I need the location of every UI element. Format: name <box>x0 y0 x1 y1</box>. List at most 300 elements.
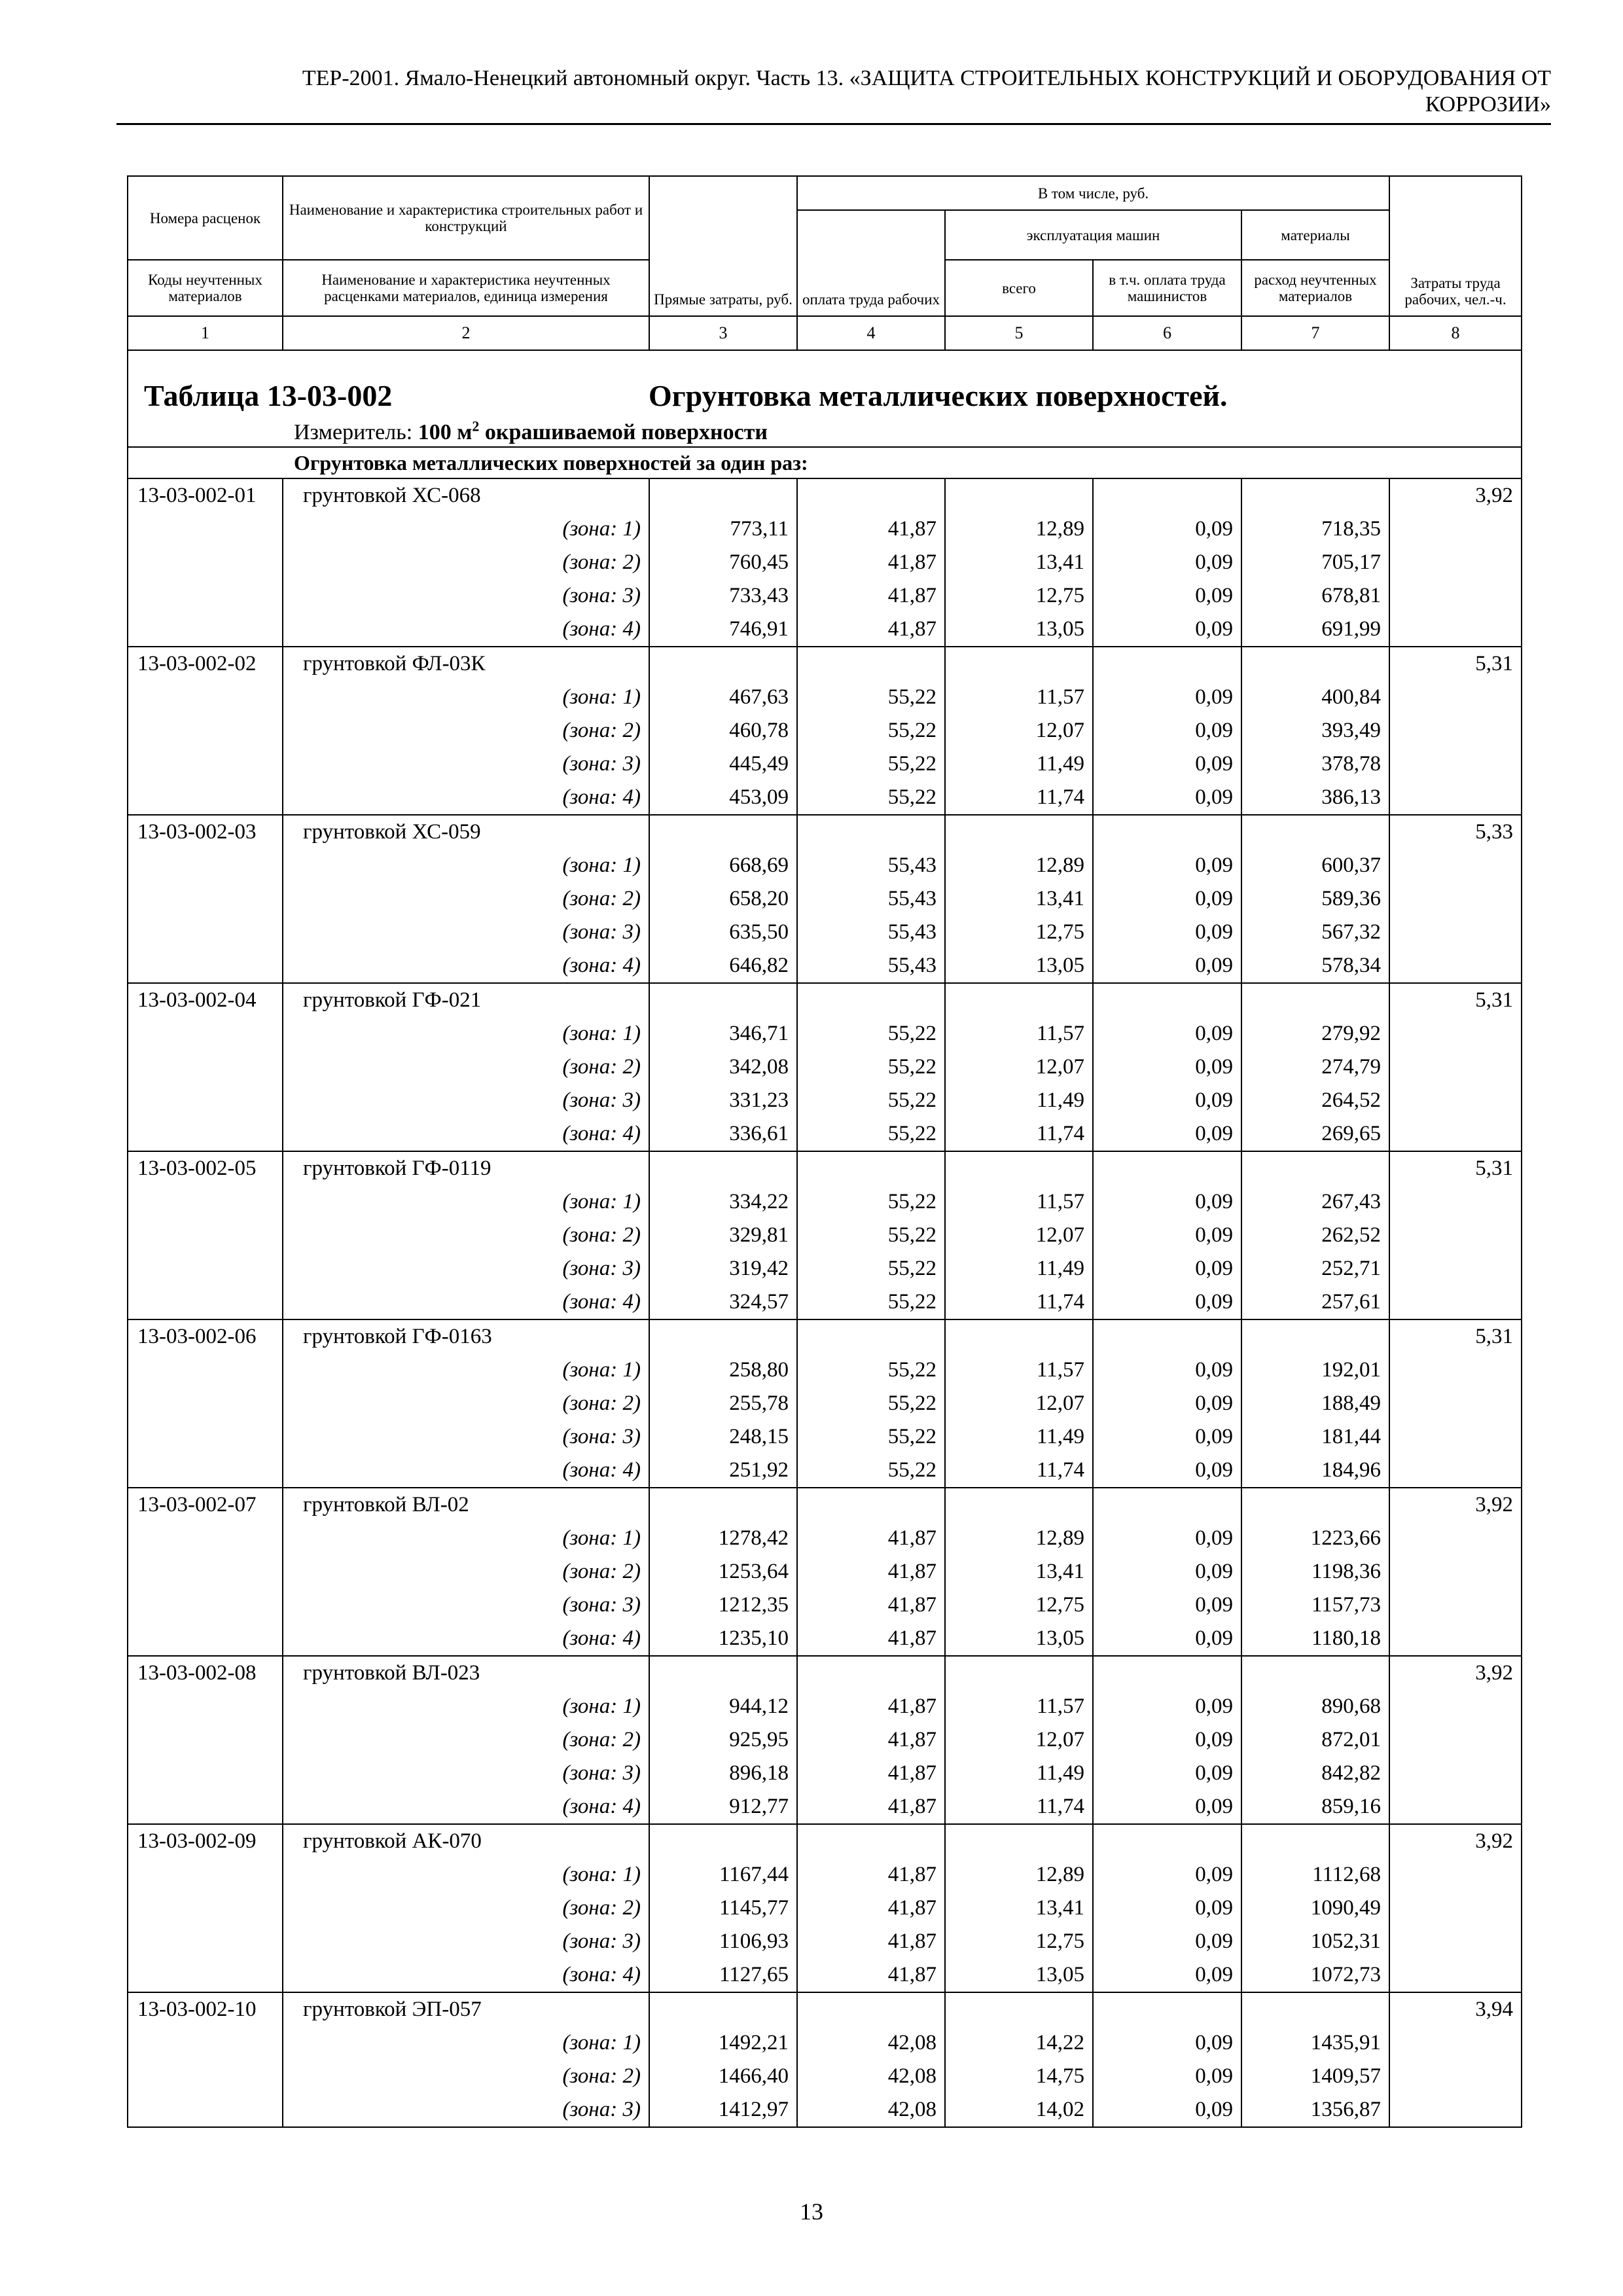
empty-cell <box>649 1656 797 1690</box>
zone-label: (зона: 2) <box>283 1555 649 1588</box>
zone-label: (зона: 1) <box>283 1858 649 1892</box>
empty-cell <box>128 681 283 714</box>
materials-cost: 1112,68 <box>1241 1858 1389 1892</box>
labor-cost: 3,94 <box>1389 1992 1522 2026</box>
rate-group-row <box>128 1488 1522 1522</box>
empty-cell <box>797 1824 945 1858</box>
measure-rest: окрашиваемой поверхности <box>479 420 768 444</box>
worker-wages: 55,22 <box>797 714 945 747</box>
machines-total: 12,07 <box>945 1050 1093 1084</box>
rate-name: грунтовкой ЭП-057 <box>283 1992 649 2026</box>
empty-cell <box>128 1050 283 1084</box>
operator-wages: 0,09 <box>1093 2026 1241 2060</box>
operator-wages: 0,09 <box>1093 1588 1241 1622</box>
worker-wages: 41,87 <box>797 579 945 613</box>
worker-wages: 41,87 <box>797 1958 945 1992</box>
empty-cell <box>1389 1050 1522 1084</box>
materials-cost: 269,65 <box>1241 1117 1389 1151</box>
labor-cost: 5,31 <box>1389 1151 1522 1185</box>
zone-label: (зона: 4) <box>283 1454 649 1488</box>
empty-cell <box>797 1656 945 1690</box>
worker-wages: 55,22 <box>797 1050 945 1084</box>
operator-wages: 0,09 <box>1093 1622 1241 1656</box>
direct-cost: 1278,42 <box>649 1522 797 1555</box>
empty-cell <box>1389 1117 1522 1151</box>
materials-cost: 378,78 <box>1241 747 1389 781</box>
empty-cell <box>649 1319 797 1354</box>
direct-cost: 1466,40 <box>649 2060 797 2093</box>
machines-total: 11,49 <box>945 1757 1093 1790</box>
empty-cell <box>128 2060 283 2093</box>
measure-row <box>128 416 1522 447</box>
empty-cell <box>945 1488 1093 1522</box>
empty-cell <box>945 1151 1093 1185</box>
rate-group-row <box>128 478 1522 512</box>
direct-cost: 896,18 <box>649 1757 797 1790</box>
worker-wages: 41,87 <box>797 1522 945 1555</box>
empty-cell <box>1241 815 1389 849</box>
materials-cost: 567,32 <box>1241 916 1389 949</box>
empty-cell <box>649 1824 797 1858</box>
zone-label: (зона: 1) <box>283 849 649 882</box>
operator-wages: 0,09 <box>1093 1252 1241 1285</box>
materials-cost: 859,16 <box>1241 1790 1389 1824</box>
empty-cell <box>945 983 1093 1017</box>
empty-cell <box>1389 916 1522 949</box>
table-title-row <box>128 350 1522 416</box>
rate-name: грунтовкой ФЛ-03К <box>283 647 649 681</box>
empty-cell <box>649 478 797 512</box>
zone-row <box>128 1185 1522 1219</box>
rate-code: 13-03-002-01 <box>128 478 283 512</box>
rate-group-row <box>128 983 1522 1017</box>
worker-wages: 55,43 <box>797 949 945 983</box>
column-number: 7 <box>1241 316 1389 350</box>
table-name: Огрунтовка металлических поверхностей. <box>649 379 1228 412</box>
empty-cell <box>128 1185 283 1219</box>
materials-cost: 262,52 <box>1241 1219 1389 1252</box>
column-number: 1 <box>128 316 283 350</box>
rate-name: грунтовкой ХС-059 <box>283 815 649 849</box>
operator-wages: 0,09 <box>1093 1185 1241 1219</box>
direct-cost: 445,49 <box>649 747 797 781</box>
empty-cell <box>128 1925 283 1958</box>
zone-label: (зона: 1) <box>283 1017 649 1050</box>
direct-cost: 1253,64 <box>649 1555 797 1588</box>
empty-cell <box>128 1555 283 1588</box>
empty-cell <box>128 882 283 916</box>
zone-label: (зона: 2) <box>283 1892 649 1925</box>
empty-cell <box>945 1319 1093 1354</box>
direct-cost: 460,78 <box>649 714 797 747</box>
materials-cost: 1356,87 <box>1241 2093 1389 2127</box>
materials-cost: 1180,18 <box>1241 1622 1389 1656</box>
empty-cell <box>1389 1454 1522 1488</box>
labor-cost: 5,33 <box>1389 815 1522 849</box>
page-header <box>116 65 1551 125</box>
column-number: 6 <box>1093 316 1241 350</box>
header-including: В том числе, руб. <box>797 176 1389 210</box>
empty-cell <box>797 1319 945 1354</box>
empty-cell <box>1389 1219 1522 1252</box>
zone-row <box>128 1690 1522 1723</box>
empty-cell <box>1241 478 1389 512</box>
operator-wages: 0,09 <box>1093 849 1241 882</box>
rate-code: 13-03-002-03 <box>128 815 283 849</box>
empty-cell <box>1093 478 1241 512</box>
labor-cost: 3,92 <box>1389 1656 1522 1690</box>
header-machines: эксплуатация машин <box>945 210 1241 260</box>
measure-label: Измеритель: <box>294 420 418 444</box>
materials-cost: 1090,49 <box>1241 1892 1389 1925</box>
direct-cost: 1127,65 <box>649 1958 797 1992</box>
empty-cell <box>128 849 283 882</box>
machines-total: 14,22 <box>945 2026 1093 2060</box>
worker-wages: 41,87 <box>797 1690 945 1723</box>
empty-cell <box>797 983 945 1017</box>
materials-cost: 257,61 <box>1241 1285 1389 1319</box>
worker-wages: 41,87 <box>797 1858 945 1892</box>
direct-cost: 336,61 <box>649 1117 797 1151</box>
rate-name: грунтовкой ХС-068 <box>283 478 649 512</box>
operator-wages: 0,09 <box>1093 2060 1241 2093</box>
zone-row <box>128 1017 1522 1050</box>
header-col7: расход неучтенных материалов <box>1241 260 1389 316</box>
empty-cell <box>1389 1757 1522 1790</box>
rate-code: 13-03-002-05 <box>128 1151 283 1185</box>
materials-cost: 1072,73 <box>1241 1958 1389 1992</box>
rates-table <box>127 175 1522 2128</box>
empty-cell <box>1093 983 1241 1017</box>
zone-row <box>128 1723 1522 1757</box>
operator-wages: 0,09 <box>1093 1757 1241 1790</box>
materials-cost: 386,13 <box>1241 781 1389 815</box>
machines-total: 11,74 <box>945 1454 1093 1488</box>
empty-cell <box>1389 1690 1522 1723</box>
empty-cell <box>1389 1420 1522 1454</box>
rate-group-row <box>128 1319 1522 1354</box>
operator-wages: 0,09 <box>1093 1387 1241 1420</box>
empty-cell <box>1389 1084 1522 1117</box>
empty-cell <box>128 1387 283 1420</box>
column-number: 3 <box>649 316 797 350</box>
worker-wages: 41,87 <box>797 1588 945 1622</box>
empty-cell <box>1241 1656 1389 1690</box>
materials-cost: 184,96 <box>1241 1454 1389 1488</box>
labor-cost: 3,92 <box>1389 1488 1522 1522</box>
empty-cell <box>128 1285 283 1319</box>
machines-total: 13,05 <box>945 1622 1093 1656</box>
direct-cost: 342,08 <box>649 1050 797 1084</box>
empty-cell <box>128 781 283 815</box>
machines-total: 11,74 <box>945 1285 1093 1319</box>
operator-wages: 0,09 <box>1093 1892 1241 1925</box>
zone-label: (зона: 2) <box>283 882 649 916</box>
machines-total: 11,57 <box>945 1690 1093 1723</box>
worker-wages: 55,22 <box>797 1117 945 1151</box>
labor-cost: 5,31 <box>1389 983 1522 1017</box>
machines-total: 12,89 <box>945 849 1093 882</box>
zone-row <box>128 1252 1522 1285</box>
zone-row <box>128 579 1522 613</box>
zone-row <box>128 1285 1522 1319</box>
empty-cell <box>1389 1185 1522 1219</box>
operator-wages: 0,09 <box>1093 512 1241 546</box>
zone-row <box>128 546 1522 579</box>
zone-row <box>128 1522 1522 1555</box>
direct-cost: 1212,35 <box>649 1588 797 1622</box>
zone-row <box>128 714 1522 747</box>
machines-total: 11,49 <box>945 1252 1093 1285</box>
empty-cell <box>1241 1824 1389 1858</box>
materials-cost: 393,49 <box>1241 714 1389 747</box>
zone-label: (зона: 4) <box>283 1117 649 1151</box>
zone-row <box>128 916 1522 949</box>
column-number: 5 <box>945 316 1093 350</box>
empty-cell <box>1093 815 1241 849</box>
operator-wages: 0,09 <box>1093 1017 1241 1050</box>
empty-cell <box>1093 1151 1241 1185</box>
labor-cost: 5,31 <box>1389 647 1522 681</box>
empty-cell <box>128 1858 283 1892</box>
empty-cell <box>1389 579 1522 613</box>
measure-value: 100 м <box>418 420 473 444</box>
zone-row <box>128 512 1522 546</box>
machines-total: 12,07 <box>945 1219 1093 1252</box>
direct-cost: 746,91 <box>649 613 797 647</box>
zone-label: (зона: 2) <box>283 1050 649 1084</box>
section-title-row <box>128 447 1522 478</box>
operator-wages: 0,09 <box>1093 1555 1241 1588</box>
machines-total: 12,75 <box>945 579 1093 613</box>
worker-wages: 42,08 <box>797 2093 945 2127</box>
empty-cell <box>128 1420 283 1454</box>
empty-cell <box>1389 949 1522 983</box>
empty-cell <box>1389 681 1522 714</box>
zone-row <box>128 2093 1522 2127</box>
zone-row <box>128 949 1522 983</box>
operator-wages: 0,09 <box>1093 1420 1241 1454</box>
zone-row <box>128 1117 1522 1151</box>
header-col2-bottom: Наименование и характеристика неучтенных расценками материалов, единица измерения <box>283 260 649 316</box>
empty-cell <box>649 647 797 681</box>
direct-cost: 1412,97 <box>649 2093 797 2127</box>
machines-total: 12,75 <box>945 916 1093 949</box>
empty-cell <box>797 1151 945 1185</box>
operator-wages: 0,09 <box>1093 1084 1241 1117</box>
machines-total: 12,07 <box>945 1387 1093 1420</box>
worker-wages: 55,22 <box>797 1219 945 1252</box>
zone-row <box>128 2060 1522 2093</box>
page-number: 13 <box>800 2198 823 2225</box>
materials-cost: 279,92 <box>1241 1017 1389 1050</box>
machines-total: 12,75 <box>945 1588 1093 1622</box>
zone-label: (зона: 3) <box>283 1588 649 1622</box>
zone-row <box>128 849 1522 882</box>
empty-cell <box>1389 2093 1522 2127</box>
zone-label: (зона: 2) <box>283 1219 649 1252</box>
empty-cell <box>1389 1622 1522 1656</box>
zone-label: (зона: 1) <box>283 1185 649 1219</box>
machines-total: 13,41 <box>945 882 1093 916</box>
rate-code: 13-03-002-07 <box>128 1488 283 1522</box>
worker-wages: 55,22 <box>797 1285 945 1319</box>
empty-cell <box>649 1151 797 1185</box>
zone-row <box>128 1387 1522 1420</box>
zone-label: (зона: 3) <box>283 1757 649 1790</box>
empty-cell <box>128 949 283 983</box>
empty-cell <box>945 478 1093 512</box>
materials-cost: 842,82 <box>1241 1757 1389 1790</box>
section-title: Огрунтовка металлических поверхностей за один раз: <box>294 450 808 475</box>
machines-total: 13,41 <box>945 546 1093 579</box>
materials-cost: 274,79 <box>1241 1050 1389 1084</box>
operator-wages: 0,09 <box>1093 1522 1241 1555</box>
operator-wages: 0,09 <box>1093 613 1241 647</box>
worker-wages: 55,22 <box>797 1252 945 1285</box>
zone-row <box>128 1588 1522 1622</box>
operator-wages: 0,09 <box>1093 781 1241 815</box>
column-numbers-row <box>128 316 1522 350</box>
operator-wages: 0,09 <box>1093 747 1241 781</box>
zone-row <box>128 1219 1522 1252</box>
empty-cell <box>1389 1285 1522 1319</box>
direct-cost: 733,43 <box>649 579 797 613</box>
zone-label: (зона: 3) <box>283 2093 649 2127</box>
rate-group-row <box>128 1656 1522 1690</box>
direct-cost: 1235,10 <box>649 1622 797 1656</box>
table-number: Таблица 13-03-002 <box>144 379 393 412</box>
header-col2-top: Наименование и характеристика строительных работ и конструкций <box>283 176 649 260</box>
header-col5: всего <box>945 260 1093 316</box>
machines-total: 12,89 <box>945 1858 1093 1892</box>
empty-cell <box>1389 1892 1522 1925</box>
empty-cell <box>797 478 945 512</box>
zone-row <box>128 2026 1522 2060</box>
materials-cost: 691,99 <box>1241 613 1389 647</box>
zone-label: (зона: 4) <box>283 781 649 815</box>
empty-cell <box>1389 1790 1522 1824</box>
machines-total: 11,49 <box>945 1420 1093 1454</box>
worker-wages: 55,22 <box>797 1387 945 1420</box>
empty-cell <box>1389 1555 1522 1588</box>
zone-label: (зона: 4) <box>283 1285 649 1319</box>
worker-wages: 55,22 <box>797 1354 945 1387</box>
zone-row <box>128 1354 1522 1387</box>
header-col4: оплата труда рабочих <box>797 210 945 316</box>
column-number: 4 <box>797 316 945 350</box>
materials-cost: 192,01 <box>1241 1354 1389 1387</box>
empty-cell <box>128 579 283 613</box>
empty-cell <box>797 1992 945 2026</box>
measure-unit-power: 2 <box>472 418 480 435</box>
machines-total: 12,89 <box>945 1522 1093 1555</box>
machines-total: 11,57 <box>945 681 1093 714</box>
empty-cell <box>128 2093 283 2127</box>
direct-cost: 251,92 <box>649 1454 797 1488</box>
empty-cell <box>1389 882 1522 916</box>
empty-cell <box>128 1958 283 1992</box>
direct-cost: 773,11 <box>649 512 797 546</box>
zone-label: (зона: 4) <box>283 1622 649 1656</box>
materials-cost: 181,44 <box>1241 1420 1389 1454</box>
materials-cost: 400,84 <box>1241 681 1389 714</box>
direct-cost: 453,09 <box>649 781 797 815</box>
empty-cell <box>128 1454 283 1488</box>
operator-wages: 0,09 <box>1093 1219 1241 1252</box>
rate-code: 13-03-002-09 <box>128 1824 283 1858</box>
machines-total: 11,57 <box>945 1185 1093 1219</box>
rate-code: 13-03-002-08 <box>128 1656 283 1690</box>
materials-cost: 1052,31 <box>1241 1925 1389 1958</box>
empty-cell <box>1241 1151 1389 1185</box>
worker-wages: 41,87 <box>797 1892 945 1925</box>
rate-group-row <box>128 1824 1522 1858</box>
empty-cell <box>1389 781 1522 815</box>
operator-wages: 0,09 <box>1093 579 1241 613</box>
direct-cost: 668,69 <box>649 849 797 882</box>
materials-cost: 872,01 <box>1241 1723 1389 1757</box>
rate-name: грунтовкой ГФ-0163 <box>283 1319 649 1354</box>
zone-label: (зона: 1) <box>283 681 649 714</box>
labor-cost: 3,92 <box>1389 478 1522 512</box>
empty-cell <box>1389 1858 1522 1892</box>
direct-cost: 324,57 <box>649 1285 797 1319</box>
empty-cell <box>1093 1656 1241 1690</box>
zone-row <box>128 681 1522 714</box>
empty-cell <box>1389 1723 1522 1757</box>
direct-cost: 331,23 <box>649 1084 797 1117</box>
zone-row <box>128 1454 1522 1488</box>
operator-wages: 0,09 <box>1093 1117 1241 1151</box>
worker-wages: 41,87 <box>797 1790 945 1824</box>
empty-cell <box>128 1354 283 1387</box>
operator-wages: 0,09 <box>1093 1285 1241 1319</box>
worker-wages: 55,43 <box>797 916 945 949</box>
machines-total: 14,75 <box>945 2060 1093 2093</box>
empty-cell <box>797 647 945 681</box>
machines-total: 11,74 <box>945 1790 1093 1824</box>
machines-total: 12,75 <box>945 1925 1093 1958</box>
empty-cell <box>1389 546 1522 579</box>
materials-cost: 188,49 <box>1241 1387 1389 1420</box>
direct-cost: 1145,77 <box>649 1892 797 1925</box>
operator-wages: 0,09 <box>1093 1454 1241 1488</box>
materials-cost: 1198,36 <box>1241 1555 1389 1588</box>
operator-wages: 0,09 <box>1093 1690 1241 1723</box>
worker-wages: 55,22 <box>797 781 945 815</box>
operator-wages: 0,09 <box>1093 1050 1241 1084</box>
direct-cost: 1167,44 <box>649 1858 797 1892</box>
zone-row <box>128 882 1522 916</box>
empty-cell <box>128 613 283 647</box>
zone-label: (зона: 1) <box>283 1522 649 1555</box>
empty-cell <box>1093 1992 1241 2026</box>
page-header-line-2: КОРРОЗИИ» <box>1425 92 1551 117</box>
zone-label: (зона: 3) <box>283 1420 649 1454</box>
empty-cell <box>1093 1488 1241 1522</box>
empty-cell <box>1241 1488 1389 1522</box>
operator-wages: 0,09 <box>1093 681 1241 714</box>
direct-cost: 258,80 <box>649 1354 797 1387</box>
materials-cost: 1223,66 <box>1241 1522 1389 1555</box>
rate-code: 13-03-002-02 <box>128 647 283 681</box>
direct-cost: 925,95 <box>649 1723 797 1757</box>
empty-cell <box>1093 647 1241 681</box>
empty-cell <box>649 983 797 1017</box>
empty-cell <box>128 1084 283 1117</box>
worker-wages: 42,08 <box>797 2060 945 2093</box>
